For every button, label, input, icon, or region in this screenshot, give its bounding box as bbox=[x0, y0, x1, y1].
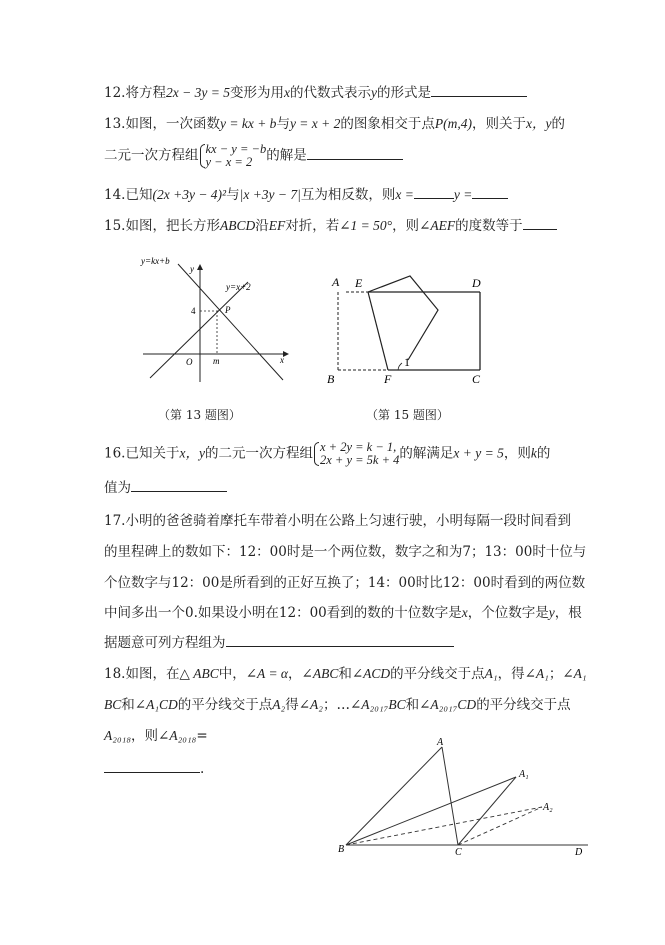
question-16-line-1: 16.已知关于x，y的二元一次方程组 x + 2y = k − 1, 2x + y = 5k + 4 的解满足x + y = 5，则k的 bbox=[104, 440, 551, 467]
answer-blank bbox=[104, 760, 200, 773]
question-18-line-2: BC和∠A₁CD的平分线交于点A₂得∠A₂；…∠A₂₀₁₇BC和∠A₂₀₁₇CD的平分线交于点 bbox=[104, 697, 571, 713]
label-D: D bbox=[472, 276, 481, 290]
question-17-line-2: 的里程碑上的数如下：12：00时是一个两位数，数字之和为7；13：00时十位与 bbox=[104, 544, 587, 560]
figure-13 bbox=[138, 252, 290, 387]
line-x-plus-2 bbox=[150, 282, 248, 378]
answer-blank bbox=[307, 147, 403, 160]
label-x-plus-2: y=x+2 bbox=[226, 282, 251, 292]
answer-blank-x bbox=[414, 186, 454, 199]
label-D: D bbox=[575, 847, 583, 857]
label-p: P bbox=[225, 305, 231, 315]
equation-system: kx − y = −b y − x = 2 bbox=[199, 143, 267, 169]
label-y: y bbox=[190, 264, 194, 274]
question-17-line-3: 个位数字与12：00是所看到的正好互换了；14：00时比12：00时看到的两位数 bbox=[104, 575, 586, 591]
label-C: C bbox=[472, 372, 481, 386]
question-17-line-5: 据题意可列方程组为 bbox=[104, 634, 454, 652]
question-18-line-4: . bbox=[104, 760, 204, 778]
question-13-line-1: 13.如图，一次函数y = kx + b与y = x + 2的图象相交于点P(m,4)，则关于x，y的 bbox=[104, 116, 566, 132]
question-18-line-3: A₂₀₁₈，则∠A₂₀₁₈= bbox=[104, 728, 208, 744]
label-m: m bbox=[213, 356, 220, 366]
label-origin: O bbox=[186, 357, 193, 367]
question-17-line-1: 17.小明的爸爸骑着摩托车带着小明在公路上匀速行驶，小明每隔一段时间看到 bbox=[104, 513, 571, 529]
question-18-line-1: 18.如图，在△ ABC中，∠A = α，∠ABC和∠ACD的平分线交于点A₁，得∠A₁；∠A₁ bbox=[104, 666, 587, 682]
question-14: 14.已知(2x +3y − 4)²与|x +3y − 7|互为相反数，则x = y = bbox=[104, 186, 508, 204]
figure-15-caption: （第 15 题图） bbox=[366, 408, 449, 422]
question-17-line-4: 中间多出一个0.如果设小明在12：00看到的数的十位数字是x，个位数字是y，根 bbox=[104, 605, 582, 621]
label-C: C bbox=[455, 847, 462, 857]
answer-blank-y bbox=[472, 186, 508, 199]
label-A2: A₂ bbox=[543, 802, 553, 813]
label-A1: A₁ bbox=[519, 769, 529, 780]
label-kx-b: y=kx+b bbox=[141, 256, 170, 266]
answer-blank bbox=[226, 634, 454, 647]
figure-15 bbox=[320, 270, 492, 390]
question-16-line-2: 值为 bbox=[104, 479, 227, 497]
label-E: E bbox=[355, 276, 363, 290]
label-F: F bbox=[384, 372, 392, 386]
figure-13-caption: （第 13 题图） bbox=[158, 408, 241, 422]
equation-system: x + 2y = k − 1, 2x + y = 5k + 4 bbox=[313, 441, 399, 467]
label-B: B bbox=[327, 372, 335, 386]
question-15: 15.如图，把长方形ABCD沿EF对折，若∠1 = 50°，则∠AEF的度数等于 bbox=[104, 217, 557, 235]
label-A: A bbox=[437, 737, 444, 748]
question-13-line-2: 二元一次方程组 kx − y = −b y − x = 2 的解是 bbox=[104, 143, 403, 169]
label-x: x bbox=[280, 355, 284, 365]
answer-blank bbox=[523, 217, 557, 230]
label-B: B bbox=[338, 844, 345, 855]
label-A: A bbox=[332, 275, 340, 289]
answer-blank bbox=[431, 84, 527, 97]
figure-18 bbox=[332, 735, 592, 857]
question-12: 12.将方程2x − 3y = 5变形为用x的代数式表示y的形式是 bbox=[104, 84, 527, 102]
answer-blank bbox=[131, 479, 227, 492]
label-angle-1: 1 bbox=[404, 355, 410, 369]
label-four: 4 bbox=[191, 306, 196, 316]
